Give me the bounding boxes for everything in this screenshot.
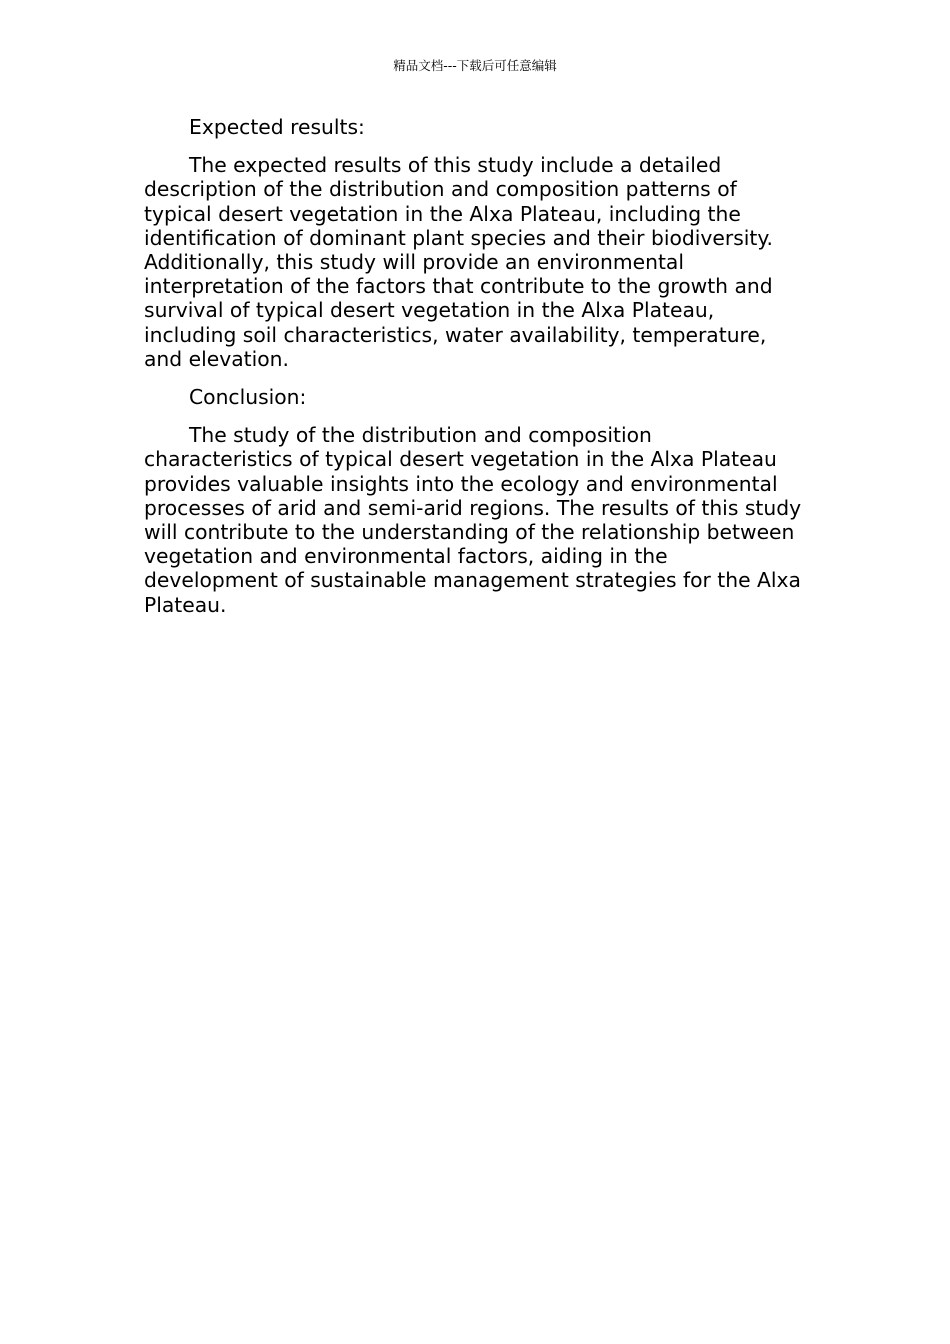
conclusion-heading: Conclusion:	[189, 385, 307, 410]
conclusion-paragraph: The study of the distribution and composition characteristics of typical desert vegetation in the Alxa Plateau provides valuable insights into the ecology and environmental processes of arid and semi-arid regions. The results of this study will contribute to the understanding of the relationship between vegetation and environmental factors, aiding in the development of sustainable management strategies for the Alxa Plateau.	[144, 423, 802, 617]
expected-results-heading: Expected results:	[189, 115, 365, 139]
expected-results-paragraph: The expected results of this study include a detailed description of the distribution and composition patterns of typical desert vegetation in the Alxa Plateau, including the identification of dominant plant species and their biodiversity. Additionally, this study will provide an environmental interpretation of the factors that contribute to the growth and survival of typical desert vegetation in the Alxa Plateau, including soil characteristics, water availability, temperature, and elevation.	[144, 153, 773, 371]
page-header: 精品文档---下载后可任意编辑	[393, 58, 557, 73]
document-body	[144, 115, 804, 631]
